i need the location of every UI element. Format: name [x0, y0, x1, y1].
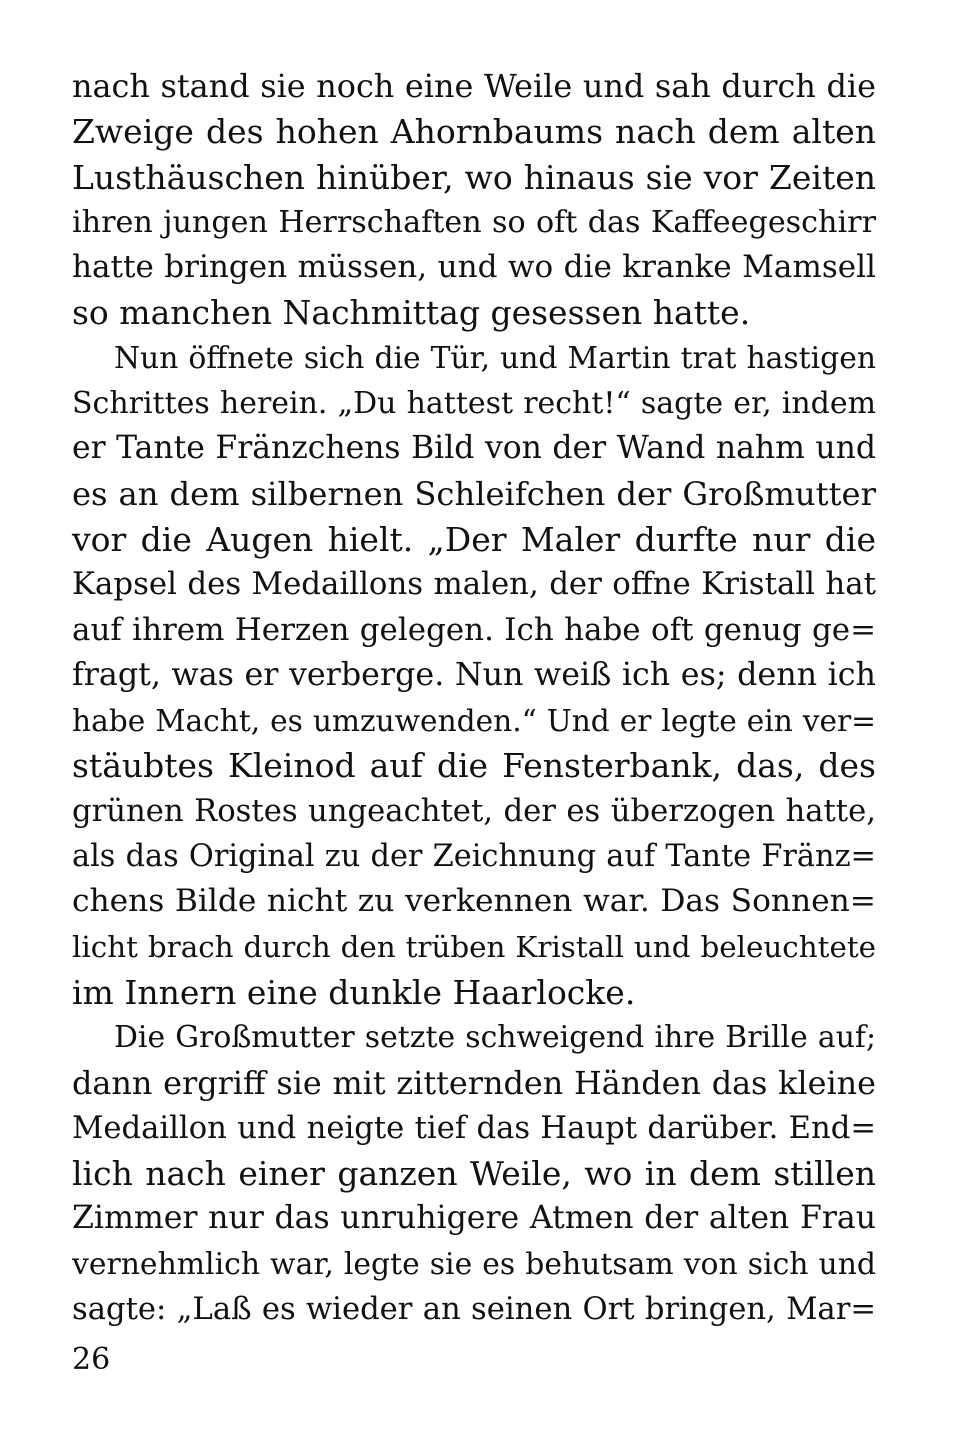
text-line: so manchen Nachmittag gesessen hatte. [72, 293, 751, 333]
text-line: ihren jungen Herrschaften so oft das Kaffeegeschirr [72, 204, 876, 240]
text-line: Nun öffnete sich die Tür, und Martin trat hastigen [114, 340, 876, 376]
text-line: dann ergriff sie mit zitternden Händen das kleine [72, 1063, 876, 1102]
text-line: es an dem silbernen Schleifchen der Großmutter [72, 474, 876, 513]
text-line: Schrittes herein. „Du hattest recht!“ sagte er, indem [72, 386, 876, 422]
text-line: als das Original zu der Zeichnung auf Tante Fränz= [72, 839, 876, 875]
text-line: licht brach durch den trüben Kristall und beleuchtete [72, 929, 876, 964]
page-number: 26 [72, 1342, 111, 1377]
text-line: Zimmer nur das unruhigere Atmen der alten Frau [72, 1200, 876, 1237]
text-line: Die Großmutter setzte schweigend ihre Brille auf; [114, 1020, 876, 1056]
text-line: lich nach einer ganzen Weile, wo in dem stillen [72, 1154, 876, 1194]
text-line: sagte: „Laß es wieder an seinen Ort bringen, Mar= [72, 1292, 876, 1328]
text-line: habe Macht, es umzuwenden.“ Und er legte ein ver= [72, 703, 876, 739]
text-line: Kapsel des Medaillons malen, der offne Kristall hat [72, 566, 876, 603]
body-text [72, 64, 876, 1332]
paragraph-3 [72, 1015, 876, 1332]
paragraph-1 [72, 64, 876, 336]
text-line: stäubtes Kleinod auf die Fensterbank, das, des [72, 746, 876, 786]
text-line: fragt, was er verberge. Nun weiß ich es; denn ich [72, 656, 876, 693]
text-line: im Innern eine dunkle Haarlocke. [72, 972, 636, 1012]
text-line: hatte bringen müssen, und wo die kranke Mamsell [72, 249, 876, 286]
text-line: vor die Augen hielt. „Der Maler durfte nur die [72, 519, 876, 559]
text-line: Zweige des hohen Ahornbaums nach dem alten [72, 112, 876, 152]
text-line: Medaillon und neigte tief das Haupt darüber. End= [72, 1110, 876, 1146]
text-line: vernehmlich war, legte sie es behutsam von sich und [72, 1246, 876, 1282]
text-line: auf ihrem Herzen gelegen. Ich habe oft genug ge= [72, 611, 876, 648]
paragraph-2 [72, 336, 876, 1015]
text-line: er Tante Fränzchens Bild von der Wand nahm und [72, 430, 876, 467]
text-line: chens Bilde nicht zu verkennen war. Das Sonnen= [72, 883, 876, 920]
text-line: grünen Rostes ungeachtet, der es überzogen hatte, [72, 793, 876, 829]
text-line: Lusthäuschen hinüber, wo hinaus sie vor Zeiten [72, 157, 876, 197]
text-line: nach stand sie noch eine Weile und sah durch die [72, 67, 876, 105]
